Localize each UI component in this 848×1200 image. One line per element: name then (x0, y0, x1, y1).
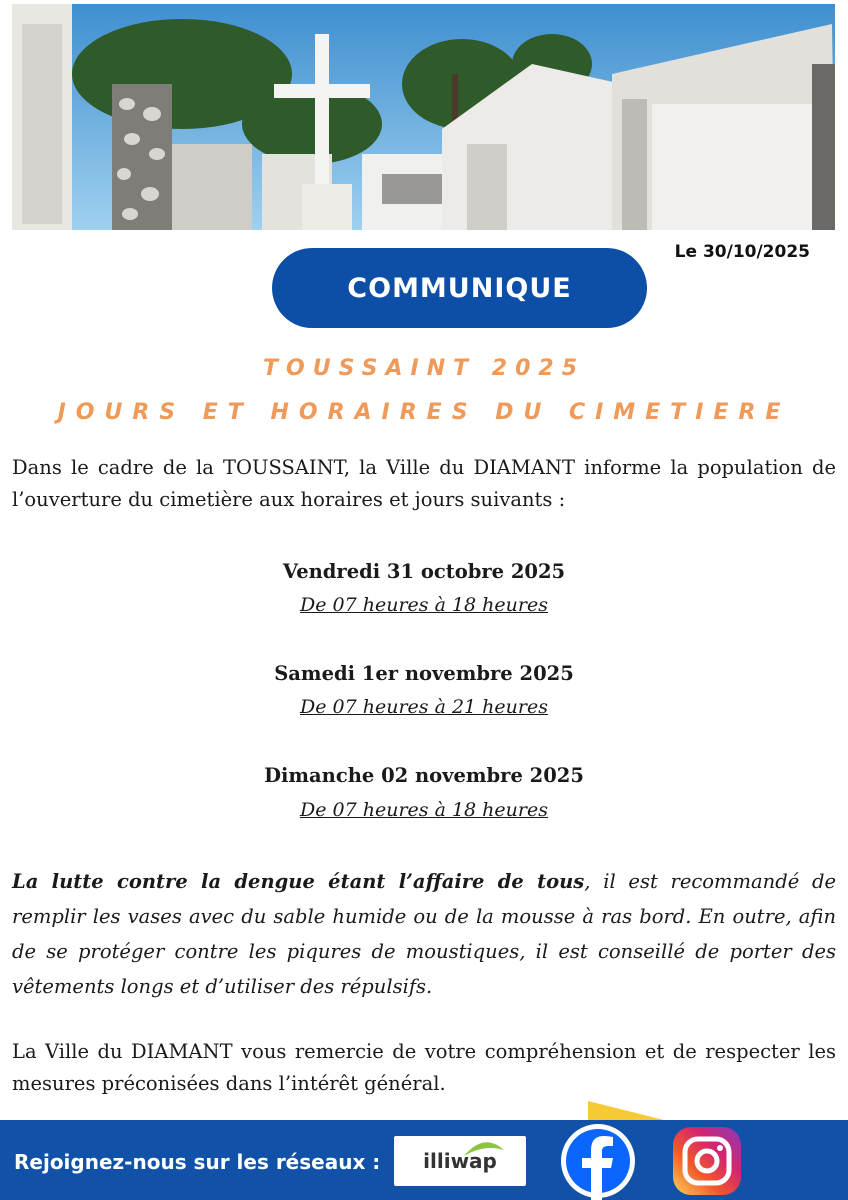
schedule-hours: De 07 heures à 18 heures (300, 799, 548, 821)
communique-badge-label: COMMUNIQUE (347, 272, 572, 304)
schedule-hours: De 07 heures à 21 heures (300, 696, 548, 718)
instagram-icon[interactable] (671, 1125, 743, 1197)
illiwap-label: illiwap (423, 1149, 497, 1173)
illiwap-link[interactable] (394, 1136, 526, 1186)
facebook-icon[interactable] (558, 1122, 638, 1200)
dengue-lead: La lutte contre la dengue étant l’affaire de tous (12, 870, 585, 893)
dengue-body: , il est recommandé de remplir les vases avec du sable humide ou de la mousse à ras bord. En outre, afin de se protéger contre les piqures de moustiques, il est conseillé de porter des vêtements longs et d’utiliser des répulsifs. (12, 870, 836, 998)
schedule-day: Dimanche 02 novembre 2025 (264, 764, 584, 787)
illiwap-leaf-icon (464, 1140, 504, 1156)
communique-badge (272, 248, 647, 328)
cemetery-photo (12, 4, 835, 230)
communique-date: Le 30/10/2025 (674, 242, 810, 262)
intro-paragraph: Dans le cadre de la TOUSSAINT, la Ville du DIAMANT informe la population de l’ouverture du cimetière aux horaires et jours suivants : (12, 456, 836, 511)
schedule-day: Samedi 1er novembre 2025 (274, 662, 574, 685)
dengue-paragraph (12, 864, 836, 1004)
schedule-day: Vendredi 31 octobre 2025 (282, 560, 566, 583)
page-subtitle: JOURS ET HORAIRES DU CIMETIERE (57, 400, 791, 425)
accent-shape (588, 1101, 668, 1121)
schedule-hours: De 07 heures à 18 heures (300, 594, 548, 616)
closing-paragraph: La Ville du DIAMANT vous remercie de votre compréhension et de respecter les mesures préconisées dans l’intérêt général. (12, 1040, 836, 1095)
social-label: Rejoignez-nous sur les réseaux : (14, 1150, 381, 1174)
page-title: TOUSSAINT 2025 (263, 356, 585, 381)
